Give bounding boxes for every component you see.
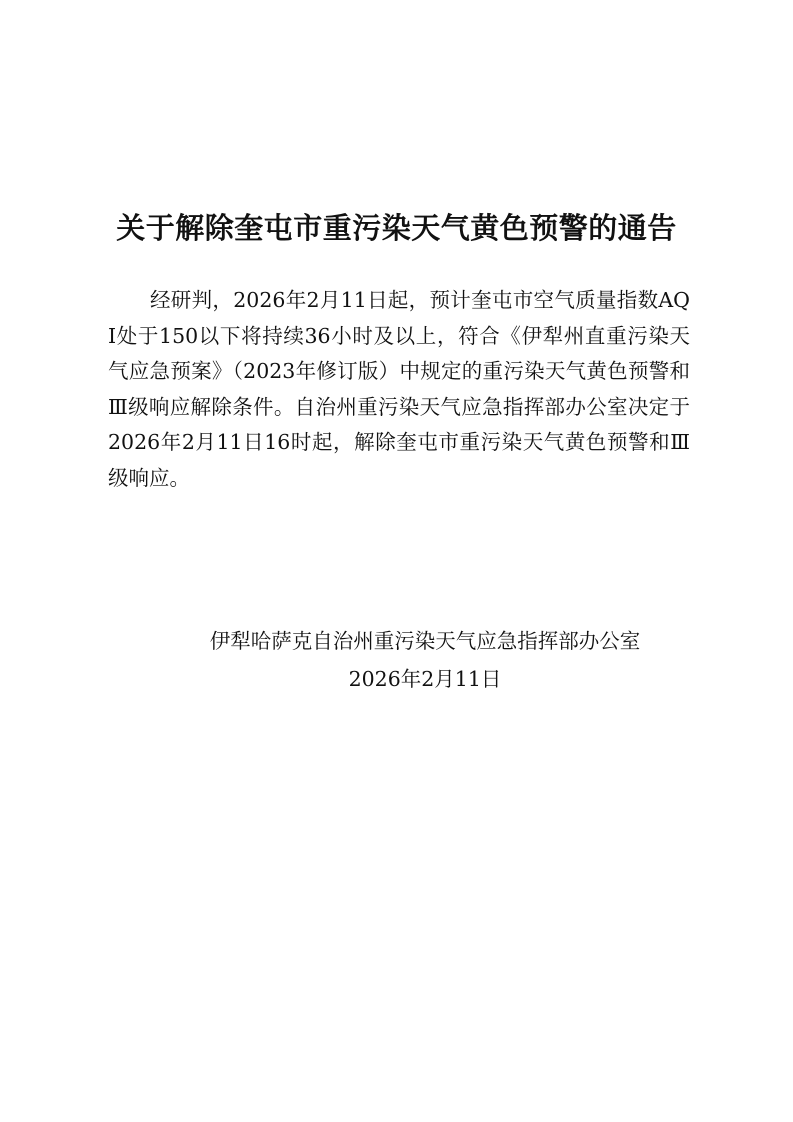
document-title: 关于解除奎屯市重污染天气黄色预警的通告 xyxy=(116,211,677,245)
issuer-name: 伊犁哈萨克自治州重污染天气应急指挥部办公室 xyxy=(209,629,641,653)
notice-body-paragraph: 经研判，2026年2月11日起，预计奎屯市空气质量指数AQI处于150以下将持续36小时及以上，符合《伊犁州直重污染天气应急预案》（2023年修订版）中规定的重污染天气黄色预警和Ⅲ级响应解除条件。自治州重污染天气应急指挥部办公室决定于2026年2月11日16时起，解除奎屯市重污染天气黄色预警和Ⅲ级响应。 xyxy=(108,288,690,490)
signature-block xyxy=(200,622,650,698)
issue-date: 2026年2月11日 xyxy=(348,667,502,691)
